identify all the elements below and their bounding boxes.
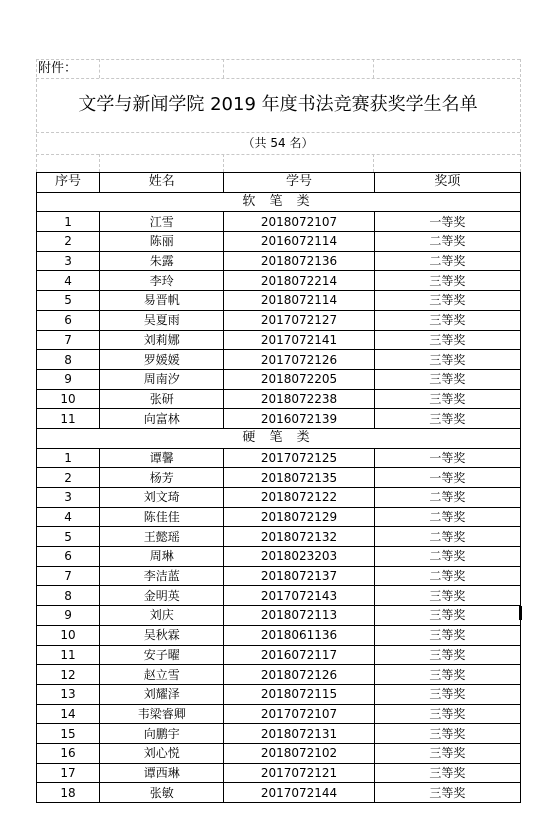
cell-student-id[interactable]: 2018072131 [224, 724, 374, 744]
table-row [37, 684, 521, 704]
cell-student-id[interactable]: 2018061136 [224, 625, 374, 645]
cell-index[interactable]: 18 [37, 783, 100, 803]
table-row [37, 448, 521, 468]
cell-award[interactable]: 二等奖 [374, 547, 520, 567]
cell-student-id[interactable]: 2018072135 [224, 468, 374, 488]
cell-index[interactable]: 11 [37, 409, 100, 429]
cell-name[interactable]: 杨芳 [100, 468, 224, 488]
cell-student-id[interactable]: 2018072136 [224, 251, 374, 271]
cell-student-id[interactable]: 2018072129 [224, 507, 374, 527]
page-subtitle: （共 54 名） [242, 136, 314, 150]
table-row [37, 350, 521, 370]
table-row [37, 251, 521, 271]
section-label[interactable]: 硬 笔 类 [37, 428, 521, 448]
cell-student-id[interactable]: 2017072107 [224, 704, 374, 724]
gridline [99, 59, 100, 78]
cell-student-id[interactable]: 2017072141 [224, 330, 374, 350]
cell-name[interactable]: 吴夏雨 [100, 310, 224, 330]
cell-index[interactable]: 14 [37, 704, 100, 724]
cell-award[interactable]: 三等奖 [374, 763, 520, 783]
cell-award[interactable]: 三等奖 [374, 586, 520, 606]
cell-student-id[interactable]: 2018072132 [224, 527, 374, 547]
table-row [37, 271, 521, 291]
table-row [37, 743, 521, 763]
cell-award[interactable]: 三等奖 [374, 625, 520, 645]
attachment-label: 附件： [38, 61, 78, 76]
cell-award[interactable]: 三等奖 [374, 606, 520, 626]
gridline [36, 59, 520, 60]
gridline [36, 154, 520, 155]
cell-index[interactable]: 10 [37, 389, 100, 409]
cell-name[interactable]: 刘耀泽 [100, 684, 224, 704]
cell-student-id[interactable]: 2018072137 [224, 566, 374, 586]
cell-award[interactable]: 三等奖 [374, 291, 520, 311]
gridline [373, 59, 374, 78]
award-table [36, 172, 521, 803]
table-row [37, 291, 521, 311]
cell-name[interactable]: 易晋帆 [100, 291, 224, 311]
cell-award[interactable]: 二等奖 [374, 488, 520, 508]
cell-student-id[interactable]: 2017072127 [224, 310, 374, 330]
cell-student-id[interactable]: 2018072102 [224, 743, 374, 763]
table-row [37, 547, 521, 567]
cell-index[interactable]: 2 [37, 468, 100, 488]
table-row [37, 369, 521, 389]
cell-name[interactable]: 李洁蓝 [100, 566, 224, 586]
cell-index[interactable]: 6 [37, 310, 100, 330]
cell-name[interactable]: 江雪 [100, 212, 224, 232]
cell-index[interactable]: 8 [37, 586, 100, 606]
cell-award[interactable]: 三等奖 [374, 684, 520, 704]
cell-name[interactable]: 安子曜 [100, 645, 224, 665]
column-header-award[interactable]: 奖项 [374, 173, 520, 193]
cell-index[interactable]: 1 [37, 448, 100, 468]
cell-name[interactable]: 刘心悦 [100, 743, 224, 763]
table-row [37, 330, 521, 350]
cell-student-id[interactable]: 2016072139 [224, 409, 374, 429]
cell-award[interactable]: 三等奖 [374, 724, 520, 744]
cell-award[interactable]: 二等奖 [374, 527, 520, 547]
cell-name[interactable]: 谭馨 [100, 448, 224, 468]
cell-name[interactable]: 罗媛媛 [100, 350, 224, 370]
table-row [37, 468, 521, 488]
cell-name[interactable]: 周琳 [100, 547, 224, 567]
cell-award[interactable]: 三等奖 [374, 645, 520, 665]
table-header-row [37, 173, 521, 193]
cell-name[interactable]: 张敏 [100, 783, 224, 803]
cell-award[interactable]: 二等奖 [374, 232, 520, 252]
table-row [37, 783, 521, 803]
cell-student-id[interactable]: 2017072144 [224, 783, 374, 803]
gridline [99, 154, 100, 172]
cell-index[interactable]: 13 [37, 684, 100, 704]
cell-name[interactable]: 周南汐 [100, 369, 224, 389]
cell-index[interactable]: 17 [37, 763, 100, 783]
cell-student-id[interactable]: 2018072122 [224, 488, 374, 508]
table-row [37, 665, 521, 685]
column-header-student-id[interactable]: 学号 [224, 173, 374, 193]
cell-index[interactable]: 9 [37, 369, 100, 389]
cell-student-id[interactable]: 2018072126 [224, 665, 374, 685]
table-row [37, 724, 521, 744]
cell-index[interactable]: 16 [37, 743, 100, 763]
cell-award[interactable]: 二等奖 [374, 507, 520, 527]
cell-student-id[interactable]: 2017072125 [224, 448, 374, 468]
cell-index[interactable]: 3 [37, 488, 100, 508]
cell-index[interactable]: 9 [37, 606, 100, 626]
cell-cursor-mark [519, 606, 522, 620]
cell-student-id[interactable]: 2018072205 [224, 369, 374, 389]
cell-name[interactable]: 朱露 [100, 251, 224, 271]
cell-name[interactable]: 刘庆 [100, 606, 224, 626]
cell-student-id[interactable]: 2017072143 [224, 586, 374, 606]
cell-student-id[interactable]: 2017072121 [224, 763, 374, 783]
cell-student-id[interactable]: 2017072126 [224, 350, 374, 370]
cell-award[interactable]: 三等奖 [374, 783, 520, 803]
gridline [223, 59, 224, 78]
table-row [37, 586, 521, 606]
cell-index[interactable]: 5 [37, 527, 100, 547]
table-row [37, 566, 521, 586]
table-row [37, 606, 521, 626]
cell-name[interactable]: 刘莉娜 [100, 330, 224, 350]
table-row [37, 625, 521, 645]
cell-index[interactable]: 11 [37, 645, 100, 665]
cell-index[interactable]: 6 [37, 547, 100, 567]
cell-student-id[interactable]: 2018072115 [224, 684, 374, 704]
table-body [37, 192, 521, 802]
cell-student-id[interactable]: 2018072214 [224, 271, 374, 291]
gridline [223, 154, 224, 172]
section-label[interactable]: 软 笔 类 [37, 192, 521, 212]
cell-name[interactable]: 刘文琦 [100, 488, 224, 508]
table-row [37, 763, 521, 783]
table-row [37, 645, 521, 665]
cell-name[interactable]: 李玲 [100, 271, 224, 291]
cell-index[interactable]: 7 [37, 566, 100, 586]
cell-name[interactable]: 陈佳佳 [100, 507, 224, 527]
cell-award[interactable]: 三等奖 [374, 409, 520, 429]
page-title: 文学与新闻学院 2019 年度书法竞赛获奖学生名单 [78, 94, 478, 115]
cell-index[interactable]: 1 [37, 212, 100, 232]
cell-award[interactable]: 三等奖 [374, 330, 520, 350]
table-row [37, 310, 521, 330]
table-row [37, 527, 521, 547]
cell-name[interactable]: 韦梁睿卿 [100, 704, 224, 724]
cell-index[interactable]: 12 [37, 665, 100, 685]
cell-award[interactable]: 三等奖 [374, 369, 520, 389]
cell-award[interactable]: 三等奖 [374, 704, 520, 724]
cell-index[interactable]: 5 [37, 291, 100, 311]
column-header-name[interactable]: 姓名 [100, 173, 224, 193]
cell-award[interactable]: 三等奖 [374, 389, 520, 409]
cell-student-id[interactable]: 2016072114 [224, 232, 374, 252]
cell-award[interactable]: 三等奖 [374, 271, 520, 291]
table-row [37, 409, 521, 429]
cell-index[interactable]: 8 [37, 350, 100, 370]
cell-name[interactable]: 金明英 [100, 586, 224, 606]
cell-student-id[interactable]: 2018072113 [224, 606, 374, 626]
table-row [37, 704, 521, 724]
cell-award[interactable]: 三等奖 [374, 350, 520, 370]
cell-name[interactable]: 吴秋霖 [100, 625, 224, 645]
cell-name[interactable]: 向富林 [100, 409, 224, 429]
cell-award[interactable]: 三等奖 [374, 665, 520, 685]
section-row [37, 428, 521, 448]
table-row [37, 389, 521, 409]
cell-index[interactable]: 2 [37, 232, 100, 252]
cell-student-id[interactable]: 2018023203 [224, 547, 374, 567]
cell-student-id[interactable]: 2018072107 [224, 212, 374, 232]
table-row [37, 232, 521, 252]
cell-index[interactable]: 7 [37, 330, 100, 350]
table-row [37, 507, 521, 527]
gridline [373, 154, 374, 172]
cell-index[interactable]: 15 [37, 724, 100, 744]
cell-index[interactable]: 4 [37, 271, 100, 291]
cell-award[interactable]: 一等奖 [374, 468, 520, 488]
cell-award[interactable]: 一等奖 [374, 448, 520, 468]
cell-name[interactable]: 向鹏宇 [100, 724, 224, 744]
cell-name[interactable]: 王懿瑶 [100, 527, 224, 547]
cell-name[interactable]: 谭西琳 [100, 763, 224, 783]
column-header-index[interactable]: 序号 [37, 173, 100, 193]
cell-award[interactable]: 一等奖 [374, 212, 520, 232]
table-row [37, 212, 521, 232]
cell-student-id[interactable]: 2018072238 [224, 389, 374, 409]
cell-index[interactable]: 10 [37, 625, 100, 645]
cell-award[interactable]: 二等奖 [374, 566, 520, 586]
cell-student-id[interactable]: 2016072117 [224, 645, 374, 665]
table-row [37, 488, 521, 508]
cell-award[interactable]: 三等奖 [374, 310, 520, 330]
cell-name[interactable]: 赵立雪 [100, 665, 224, 685]
cell-award[interactable]: 三等奖 [374, 743, 520, 763]
cell-name[interactable]: 陈丽 [100, 232, 224, 252]
cell-index[interactable]: 4 [37, 507, 100, 527]
cell-student-id[interactable]: 2018072114 [224, 291, 374, 311]
cell-award[interactable]: 二等奖 [374, 251, 520, 271]
section-row [37, 192, 521, 212]
gridline [520, 59, 521, 172]
cell-index[interactable]: 3 [37, 251, 100, 271]
cell-name[interactable]: 张研 [100, 389, 224, 409]
